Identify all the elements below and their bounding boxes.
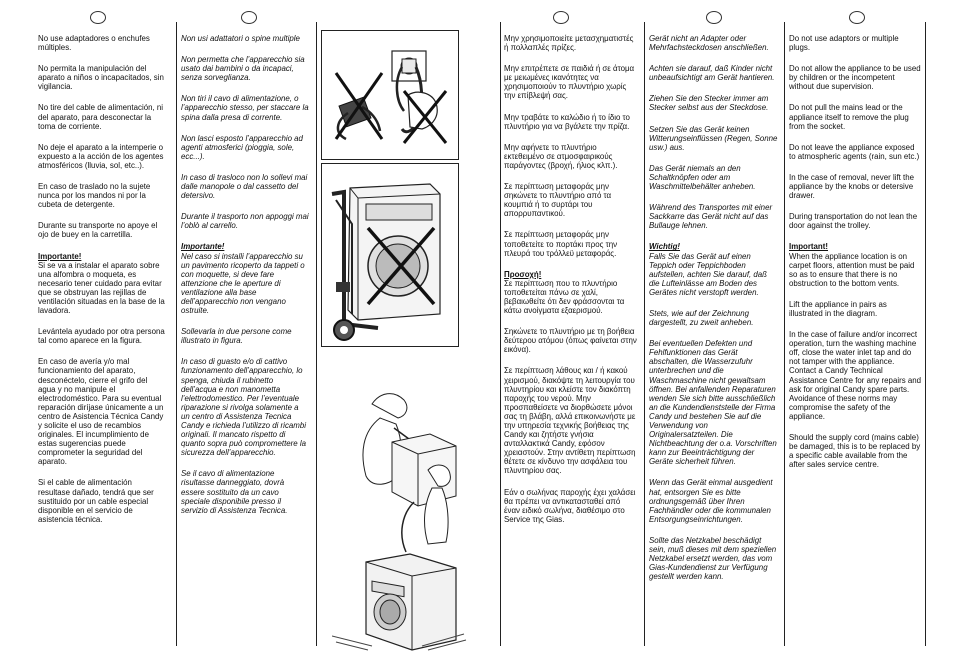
important-heading: Important!: [789, 242, 829, 252]
column-divider: [784, 22, 785, 646]
flag-circle-greek: [553, 11, 569, 24]
paragraph: Lift the appliance in pairs as illustrated in the diagram.: [789, 299, 887, 318]
paragraph: Se il cavo di alimentazione risultasse danneggiato, dovrà essere sostituito da un cavo speciale disponibile presso il servizio di Assistenza Tecnica.: [181, 469, 288, 515]
paragraph: Μην χρησιμοποιείτε μετασχηματιστές ή πολλαπλές πρίζες.: [504, 34, 634, 53]
paragraph: Während des Transportes mit einer Sackkarre das Gerät nicht auf das Bullauge lehnen.: [649, 203, 773, 231]
english-column: [789, 34, 921, 660]
important-text: When the appliance location is on carpet floors, attention must be paid so as to ensure that there is no obstruction to the bottom vents.: [789, 251, 915, 288]
flag-circle-spanish: [90, 11, 106, 24]
flag-circle-german: [706, 11, 722, 24]
paragraph: Si el cable de alimentación resultase dañado, tendrá que ser sustituido por un cable especial disponible en el servicio de asistencia técnica.: [38, 478, 154, 524]
paragraph: Wenn das Gerät einmal ausgedient hat, entsorgen Sie es bitte ordnungsgemäß über Ihren Fachhändler oder die kommunalen Entsorgungseinrichtungen.: [649, 478, 773, 524]
column-divider: [500, 22, 501, 646]
spanish-column: [38, 34, 166, 660]
paragraph: Non lasci esposto l’apparecchio ad agenti atmosferici (pioggia, sole, ecc...).: [181, 133, 303, 161]
paragraph: Σε περίπτωση μεταφοράς μην σηκώνετε το πλυντήριο από τα κουμπιά ή το συρτάρι του απορρυπαντικού.: [504, 182, 612, 219]
important-note: [38, 252, 166, 316]
paragraph: In caso di trasloco non lo sollevi mai dalle manopole o dal cassetto del detersivo.: [181, 172, 308, 201]
column-divider: [925, 22, 926, 646]
paragraph: Σηκώνετε το πλυντήριο με τη βοήθεια δεύτερου ατόμου (όπως φαίνεται στην εικόνα).: [504, 327, 637, 355]
greek-column: [504, 34, 637, 660]
important-text: Nel caso si installi l’apparecchio su un pavimento ricoperto da tappeti o con moquette, si deve fare attenzione che le aperture di ventilazione alla base dell’apparecchio non vengano ostruite.: [181, 251, 305, 316]
lifting-illustration: [332, 384, 468, 652]
two-person-lift-icon: [332, 384, 468, 652]
paragraph: No permita la manipulación del aparato a niños o incapacitados, sin vigilancia.: [38, 64, 164, 92]
important-heading: Importante!: [181, 242, 225, 252]
paragraph: No deje el aparato a la intemperie o expuesto a la acción de los agentes atmosféricos (lluvia, sol, etc..).: [38, 142, 164, 170]
flag-circle-english: [849, 11, 865, 24]
paragraph: No tire del cable de alimentación, ni del aparato, para desconectar la toma de corriente.: [38, 103, 164, 131]
paragraph: Ziehen Sie den Stecker immer am Stecker selbst aus der Steckdose.: [649, 94, 769, 113]
paragraph: Σε περίπτωση λάθους και / ή κακού χειρισμού, διακόψτε τη λειτουργία του πλυντηρίου και κλείστε τον διακόπτη παροχής του νερού. Μην προσπαθείσετε να διορθώσετε μόνοι σας τη βλάβη, αλλά επικοινωνήστε με την υπηρεσία τεχνικής βοήθειας της Candy και ζητήστε γνήσια ανταλλακτικά Candy, εφόσον χρειαστούν. Στην αντίθετη περίπτωση θέτετε σε κίνδυνο την ασφάλεια του πλυντηρίου σας.: [504, 366, 636, 476]
paragraph: In the case of removal, never lift the appliance by the knobs or detersive drawer.: [789, 172, 914, 201]
paragraph: En caso de traslado no la sujete nunca por los mandos ni por la cubeta de detergente.: [38, 182, 151, 210]
paragraph: In the case of failure and/or incorrect operation, turn the washing machine off, close the water inlet tap and do not tamper with the appliance. Contact a Candy Technical Assistance Centre for any repairs and ask for original Candy spare parts. Avoidance of these norms may compromise the safety of the appliance.: [789, 330, 921, 421]
paragraph: Non tiri il cavo di alimentazione, o l’apparecchio stesso, per staccare la spina dalla presa di corrente.: [181, 94, 309, 122]
paragraph: Μην τραβάτε το καλώδιο ή το ίδιο το πλυντήριο για να βγάλετε την πρίζα.: [504, 112, 630, 131]
paragraph: Μην αφήνετε το πλυντήριο εκτεθειμένο σε ατμοσφαιρικούς παράγοντες (βροχή, ήλιος κλπ.).: [504, 142, 618, 170]
paragraph: Sollevarla in due persone come illustrato in figura.: [181, 327, 292, 346]
paragraph: Non permetta che l’apparecchio sia usato dai bambini o da incapaci, senza sorveglianza.: [181, 55, 305, 83]
paragraph: Should the supply cord (mains cable) be damaged, this is to be replaced by a specific cable available from the after sales service centre.: [789, 433, 921, 470]
plug-illustration: [321, 30, 459, 160]
paragraph: Das Gerät niemals an den Schaltknöpfen oder am Waschmittelbehälter anheben.: [649, 163, 756, 192]
column-divider: [176, 22, 177, 646]
important-text: Falls Sie das Gerät auf einen Teppich oder Teppichboden aufstellen, achten Sie darauf, daß die Lufteinlässe am Boden des Gerätes nicht verstopft werden.: [649, 251, 767, 297]
paragraph: Sollte das Netzkabel beschädigt sein, muß dieses mit dem speziellen Netzkabel ersetzt werden, das vom Gias-Kundendienst zur Verfügung gestellt werden kann.: [649, 535, 777, 582]
column-divider: [316, 22, 317, 646]
important-text: Σε περίπτωση που το πλυντήριο τοποθετείται πάνω σε χαλί, βεβαιωθείτε ότι δεν φράσσονται τα κάτω ανοίγματα εξαερισμού.: [504, 278, 625, 316]
important-text: Si se va a instalar el aparato sobre una alfombra o moqueta, es necesario tener cuidado para evitar que se obstruyan las rejillas de ventilación situadas en la base de la lavadora.: [38, 260, 165, 316]
trolley-prohibited-icon: [322, 164, 458, 346]
important-heading: Wichtig!: [649, 242, 681, 252]
german-column: [649, 34, 779, 660]
paragraph: Μην επιτρέπετε σε παιδιά ή σε άτομα με μειωμένες ικανότητες να χρησιμοποιούν το πλυντήριο χωρίς την επίβλεψή σας.: [504, 64, 635, 101]
important-note: [789, 242, 921, 287]
paragraph: Bei eventuellen Defekten und Fehlfunktionen das Gerät abschalten, die Wasserzufuhr unterbrechen und die Waschmaschine nicht gewaltsam öffnen. Bei anfallenden Reparaturen wenden Sie sich bitte ausschließlich an die Kundendienststelle der Firma Candy und bestehen Sie auf die Verwendung von Originalersatzteilen. Die Nichtbeachtung der o.a. Vorschriften kann zur Beeinträchtigung der Geräte sicherheit führen.: [649, 339, 777, 467]
paragraph: Durante il trasporto non appoggi mai l’oblò al carrello.: [181, 212, 309, 231]
trolley-illustration: [321, 163, 459, 347]
column-divider: [644, 22, 645, 646]
paragraph: Σε περίπτωση μεταφοράς μην τοποθετείτε το πορτάκι προς την πλευρά του τρόλλεϋ μεταφοράς.: [504, 230, 618, 258]
important-note: [504, 270, 637, 315]
paragraph: Setzen Sie das Gerät keinen Witterungseinflüssen (Regen, Sonne usw.) aus.: [649, 124, 778, 152]
flag-circle-italian: [241, 11, 257, 24]
paragraph: No use adaptadores o enchufes múltiples.: [38, 34, 150, 53]
paragraph: Levántela ayudado por otra persona tal como aparece en la figura.: [38, 327, 165, 346]
paragraph: Do not allow the appliance to be used by children or the incompetent without due supervision.: [789, 64, 921, 92]
plug-prohibited-icon: [322, 31, 458, 159]
paragraph: During transportation do not lean the door against the trolley.: [789, 212, 918, 231]
italian-column: [181, 34, 309, 660]
important-note: [649, 242, 779, 297]
paragraph: Εάν ο σωλήνας παροχής έχει χαλάσει θα πρέπει να αντικατασταθεί από έναν ειδικό σωλήνα, διαθέσιμο στο Service της Gias.: [504, 487, 636, 524]
paragraph: Stets, wie auf der Zeichnung dargestellt, zu zweit anheben.: [649, 308, 754, 328]
paragraph: En caso de avería y/o mal funcionamiento del aparato, desconéctelo, cierre el grifo del agua y no manipule el electrodoméstico. Para su eventual reparación diríjase únicamente a un centro de Asistencia Técnica Candy y solicite el uso de recambios originales. El incumplimiento de estas sugerencias puede comprometer la seguridad del aparato.: [38, 357, 164, 467]
paragraph: Do not use adaptors or multiple plugs.: [789, 34, 899, 53]
paragraph: Do not leave the appliance exposed to atmospheric agents (rain, sun etc.): [789, 142, 920, 161]
paragraph: Non usi adattatori o spine multiple: [181, 34, 300, 43]
paragraph: Achten sie darauf, daß Kinder nicht unbeaufsichtigt am Gerät hantieren.: [649, 64, 775, 83]
paragraph: Durante su transporte no apoye el ojo de buey en la carretilla.: [38, 221, 158, 240]
paragraph: In caso di guasto e/o di cattivo funzionamento dell’apparecchio, lo spenga, chiuda il rubinetto dell’acqua e non manometta l’elettrodomestico. Per l’eventuale riparazione si rivolga solamente a un centro di Assistenza Tecnica Candy e richieda l’utilizzo di ricambi originali. Il mancato rispetto di quanto sopra può compromettere la sicurezza dell’apparecchio.: [181, 357, 307, 458]
important-heading: Importante!: [38, 251, 82, 261]
right-page: [477, 0, 954, 668]
important-note: [181, 242, 309, 315]
paragraph: Do not pull the mains lead or the appliance itself to remove the plug from the socket.: [789, 103, 909, 131]
important-heading: Προσοχή!: [504, 269, 542, 279]
paragraph: Gerät nicht an Adapter oder Mehrfachsteckdosen anschließen.: [649, 34, 769, 53]
